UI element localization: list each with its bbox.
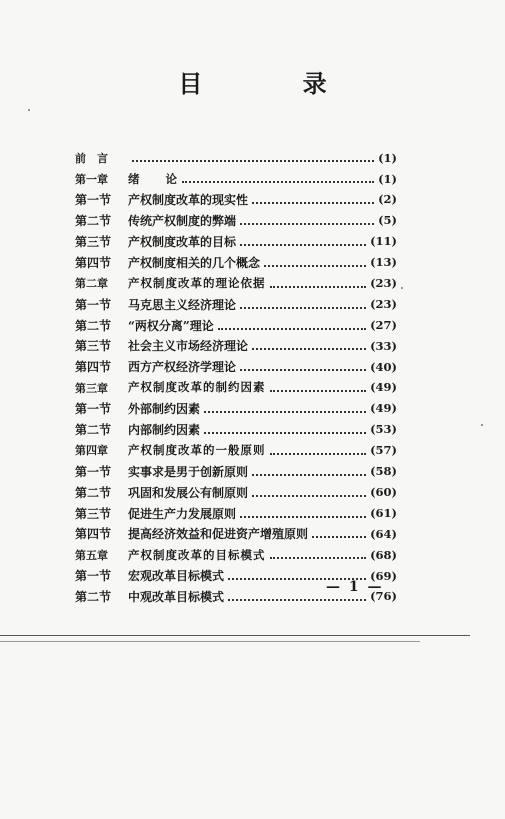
- toc-leader: [132, 160, 374, 162]
- table-of-contents: [75, 148, 397, 608]
- toc-title: 实事求是男于创新原则: [128, 464, 249, 479]
- toc-leader: [264, 265, 366, 267]
- toc-label: 第四章: [75, 444, 108, 458]
- toc-leader: [240, 244, 366, 246]
- toc-label: 前 言: [75, 151, 108, 165]
- toc-page: (5): [378, 213, 397, 228]
- page-number: — 1 —: [326, 579, 384, 595]
- toc-leader: [240, 223, 374, 225]
- toc-title: 提高经济效益和促进资产增殖原则: [128, 527, 309, 542]
- toc-leader: [252, 348, 366, 350]
- toc-label: 第三节: [75, 339, 112, 354]
- scan-speck: [481, 424, 483, 426]
- toc-row[interactable]: [75, 148, 397, 169]
- toc-page: (40): [370, 359, 397, 374]
- toc-row[interactable]: [75, 461, 397, 482]
- toc-page: (58): [370, 464, 397, 479]
- toc-leader: [204, 411, 366, 413]
- toc-leader: [270, 390, 367, 392]
- toc-row[interactable]: [75, 545, 397, 566]
- toc-title: 马克思主义经济理论: [128, 297, 237, 312]
- toc-page: (76): [370, 589, 397, 604]
- toc-title: 外部制约因素: [128, 402, 201, 417]
- toc-label: 第三节: [75, 235, 112, 249]
- toc-leader: [270, 557, 367, 559]
- toc-title: “两权分离”理论: [128, 318, 214, 333]
- scan-edge-shadow: [0, 641, 420, 642]
- toc-label: 第一章: [75, 172, 108, 186]
- toc-row[interactable]: [75, 357, 397, 378]
- toc-title: 促进生产力发展原则: [128, 506, 237, 521]
- toc-page: (60): [370, 484, 397, 499]
- toc-page: (33): [370, 338, 397, 353]
- toc-label: 第五章: [75, 548, 108, 562]
- toc-page: (2): [378, 192, 397, 207]
- toc-title: 产权制度改革的一般原则: [128, 443, 266, 458]
- toc-leader: [252, 202, 374, 204]
- toc-label: 第四节: [75, 255, 112, 270]
- toc-row[interactable]: [75, 273, 397, 294]
- toc-row[interactable]: [75, 252, 397, 273]
- toc-label: 第三章: [75, 381, 108, 395]
- toc-row[interactable]: [75, 440, 397, 461]
- toc-label: 第一节: [75, 297, 112, 312]
- toc-title: 巩固和发展公有制原则: [128, 485, 249, 500]
- toc-title: 产权制度相关的几个概念: [128, 255, 261, 270]
- toc-page: (49): [370, 380, 397, 395]
- toc-title: 产权制度改革的现实性: [128, 193, 249, 208]
- toc-leader: [270, 286, 367, 288]
- toc-row[interactable]: [75, 420, 397, 441]
- toc-leader: [252, 495, 366, 497]
- toc-leader: [240, 516, 366, 518]
- toc-title: 社会主义市场经济理论: [128, 339, 249, 354]
- toc-label: 第二节: [75, 318, 112, 333]
- toc-page: (68): [370, 547, 397, 562]
- toc-label: 第二节: [75, 214, 112, 229]
- toc-row[interactable]: [75, 190, 397, 211]
- toc-label: 第一节: [75, 402, 112, 417]
- toc-page: (1): [378, 171, 397, 186]
- toc-page: (64): [370, 526, 397, 541]
- toc-page: (57): [370, 443, 397, 458]
- toc-title: 中观改革目标模式: [128, 590, 225, 605]
- toc-page: (11): [370, 234, 397, 249]
- toc-title: 传统产权制度的弊端: [128, 214, 237, 229]
- toc-row[interactable]: [75, 503, 397, 524]
- toc-label: 第三节: [75, 506, 112, 521]
- toc-leader: [312, 536, 366, 538]
- toc-page: (23): [370, 296, 397, 311]
- toc-title: 西方产权经济学理论: [128, 360, 237, 375]
- toc-page: (49): [370, 401, 397, 416]
- toc-leader: [228, 599, 366, 601]
- toc-row[interactable]: [75, 294, 397, 315]
- toc-row[interactable]: [75, 524, 397, 545]
- toc-row[interactable]: [75, 315, 397, 336]
- toc-label: 第四节: [75, 527, 112, 542]
- toc-leader: [204, 432, 366, 434]
- toc-leader: [240, 369, 366, 371]
- toc-row[interactable]: [75, 232, 397, 253]
- toc-title: 产权制度改革的理论依据: [128, 276, 266, 291]
- toc-leader: [218, 328, 366, 330]
- toc-row[interactable]: [75, 399, 397, 420]
- toc-label: 第二章: [75, 277, 108, 291]
- scan-edge-line: [0, 635, 470, 636]
- toc-label: 第一节: [75, 464, 112, 479]
- scan-speck: [401, 287, 403, 289]
- toc-page: (69): [370, 568, 397, 583]
- toc-page: (61): [370, 505, 397, 520]
- toc-label: 第二节: [75, 423, 112, 438]
- toc-leader: [252, 474, 366, 476]
- page-title: 目 录: [178, 69, 373, 98]
- toc-title: 内部制约因素: [128, 423, 201, 438]
- toc-title: 产权制度改革的制约因素: [128, 380, 266, 395]
- toc-row[interactable]: [75, 378, 397, 399]
- toc-leader: [270, 453, 367, 455]
- toc-row[interactable]: [75, 336, 397, 357]
- toc-label: 第二节: [75, 485, 112, 500]
- toc-page: (27): [370, 317, 397, 332]
- toc-leader: [240, 307, 366, 309]
- toc-title: 宏观改革目标模式: [128, 569, 225, 584]
- toc-label: 第四节: [75, 360, 112, 375]
- toc-label: 第二节: [75, 590, 112, 605]
- toc-label: 第一节: [75, 569, 112, 584]
- toc-leader: [182, 181, 374, 183]
- toc-row[interactable]: [75, 211, 397, 232]
- toc-title: 绪 论: [128, 171, 178, 186]
- toc-title: 产权制度改革的目标: [128, 235, 237, 249]
- toc-label: 第一节: [75, 193, 112, 208]
- toc-row[interactable]: [75, 169, 397, 190]
- toc-page: (23): [370, 276, 397, 291]
- toc-row[interactable]: [75, 482, 397, 503]
- toc-page: (13): [370, 255, 397, 270]
- toc-page: (53): [370, 422, 397, 437]
- toc-page: (1): [378, 150, 397, 165]
- scan-speck: [28, 109, 30, 111]
- toc-title: 产权制度改革的目标模式: [128, 547, 266, 562]
